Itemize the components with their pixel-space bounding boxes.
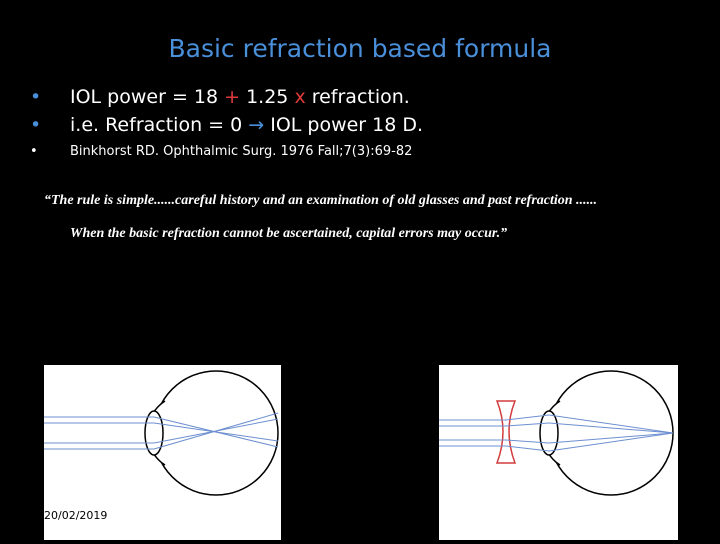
crystalline-lens [540, 411, 558, 455]
reference-text: Binkhorst RD. Ophthalmic Surg. 1976 Fall;7(3):69-82 [70, 144, 413, 159]
slide-title: Basic refraction based formula [168, 34, 552, 63]
bullet-marker: • [30, 144, 38, 159]
bullet-marker: • [30, 86, 42, 108]
times-operator: x [294, 86, 306, 108]
slide-date: 20/02/2019 [44, 509, 108, 522]
formula-text-start: IOL power = 18 [70, 86, 225, 108]
eye-diagram-myopic-correction [439, 365, 678, 540]
bullet-reference [30, 144, 412, 159]
bullet-iol-formula [30, 86, 410, 108]
eye-diagram-myopic-svg [439, 365, 678, 540]
quote-line-2: When the basic refraction cannot be ascertained, capital errors may occur.” [70, 226, 508, 241]
concave-spectacle-lens [497, 401, 515, 463]
quote-line-1: “The rule is simple......careful history and an examination of old glasses and past refraction ...... [44, 193, 598, 208]
eyeball-outline [154, 371, 278, 495]
plus-operator: + [224, 86, 241, 108]
bullet-refraction-example [30, 114, 423, 136]
arrow-icon: → [248, 114, 265, 136]
example-text-start: i.e. Refraction = 0 [70, 114, 249, 136]
bullet-marker: • [30, 114, 42, 136]
formula-text-end: refraction. [305, 86, 410, 108]
example-text-end: IOL power 18 D. [264, 114, 424, 136]
eyeball-outline [549, 371, 673, 495]
formula-coefficient: 1.25 [240, 86, 295, 108]
crystalline-lens [145, 411, 163, 455]
